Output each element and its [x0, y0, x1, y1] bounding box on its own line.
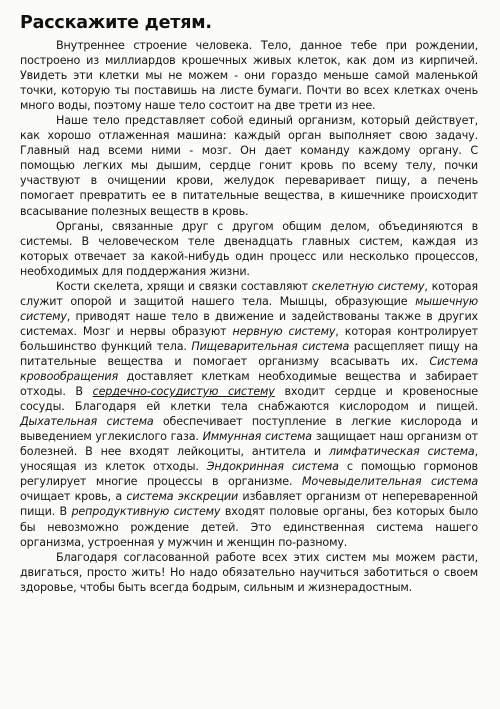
paragraph-text: с помощью гормонов регулирует многие процессы в организме.: [20, 460, 478, 489]
paragraph-text: Кости скелета, хрящи и связки составляют: [56, 279, 312, 293]
paragraph-text: , которая контролирует большинство функций тела.: [20, 324, 478, 353]
paragraph-text: доставляет клеткам необходимые вещества и забирает отходы. В: [20, 370, 478, 399]
system-term: нервную систему: [232, 324, 336, 338]
paragraph-text: Внутреннее строение человека. Тело, данное тебе при рождении, построено из миллиардов крошечных живых клеток, как дом из кирпичей. Увидеть эти клетки мы не можем - они гораздо меньше самой маленькой точки, которую ты поставишь на листе бумаги. Почти во всех клетках очень много воды, поэтому наше тело состоит на две трети из нее.: [20, 39, 478, 113]
paragraph-text: входит сердце и кровеносные сосуды. Благодаря ей клетки тела снабжаются кислородом и пищей.: [20, 385, 478, 414]
paragraph-text: , уносящая из клеток отходы.: [20, 445, 478, 474]
paragraph-1: [20, 38, 478, 113]
paragraph-text: обеспечивает поступление в легкие кислорода и выведением углекислого газа.: [20, 415, 478, 444]
system-term: Пищеварительная система: [191, 339, 350, 353]
paragraph-3: [20, 219, 478, 279]
system-term: Система кровообращения: [20, 354, 478, 384]
system-term: лимфатическая система: [328, 445, 475, 459]
paragraph-text: защищает наш организм от болезней. В нее входят лейкоциты, антитела и: [20, 430, 478, 459]
paragraph-4: [20, 279, 478, 550]
system-term: сердечно-сосудистую систему: [92, 385, 275, 399]
system-term: скелетную систему: [311, 279, 425, 293]
paragraph-text: расщепляет пищу на питательные вещества и помогает организму всасывать их.: [20, 339, 478, 368]
system-term: мышечную систему: [20, 294, 478, 323]
paragraph-2: [20, 113, 478, 218]
paragraph-text: , которая служит опорой и защитой нашего тела. Мышцы, образующие: [20, 279, 478, 308]
paragraph-5: [20, 550, 478, 595]
article-body: [20, 38, 478, 595]
system-term: Мочевыделительная система: [301, 475, 478, 489]
paragraph-text: , приводят наше тело в движение и задействованы также в других системах. Мозг и нервы образуют: [20, 309, 478, 338]
system-term: Иммунная система: [202, 430, 312, 444]
system-term: Эндокринная система: [206, 460, 339, 474]
system-term: репродуктивную систему: [71, 505, 221, 519]
paragraph-text: входят половые органы, без которых было бы невозможно рождение детей. Это единственная система нашего организма, устроенная у мужчин и женщин по-разному.: [20, 505, 479, 549]
system-term: система экскреции: [126, 490, 239, 504]
paragraph-text: Благодаря согласованной работе всех этих систем мы можем расти, двигаться, просто жить! Но надо обязательно научиться заботиться о своем здоровье, чтобы быть всегда бодрым, сильным и жизнерадостным.: [20, 550, 478, 594]
page-title: Расскажите детям.: [20, 13, 212, 33]
system-term: Дыхательная система: [20, 415, 154, 429]
paragraph-text: очищает кровь, а: [20, 490, 127, 504]
paragraph-text: избавляет организм от непереваренной пищи. В: [20, 490, 478, 519]
paragraph-text: Органы, связанные друг с другом общим делом, объединяются в системы. В человеческом теле двенадцать главных систем, каждая из которых отвечает за какой-нибудь один процесс или несколько процессов, необходимых для поддержания жизни.: [20, 219, 478, 278]
paragraph-text: Наше тело представляет собой единый организм, который действует, как хорошо отлаженная машина: каждый орган выполняет свою задачу. Главный над всеми ними - мозг. Он дает команду каждому органу. С помощью легких мы дышим, сердце гонит кровь по всему телу, почки участвуют в очищении крови, желудок переваривает пищу, а печень помогает превратить ее в питательные вещества, в кишечнике происходит всасывание полезных веществ в кровь.: [20, 114, 478, 218]
